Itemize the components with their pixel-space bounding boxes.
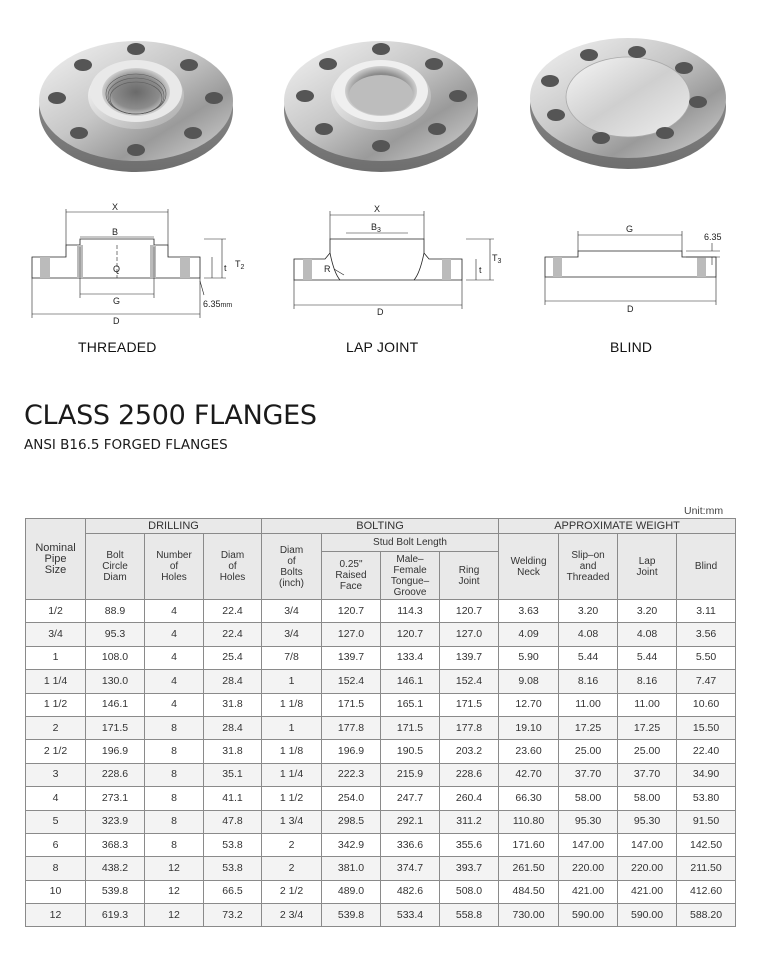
table-cell: 539.8 (86, 880, 145, 903)
table-cell: 12 (26, 904, 86, 927)
table-cell: 12 (145, 880, 204, 903)
table-cell: 171.5 (381, 716, 440, 739)
table-cell: 10.60 (677, 693, 736, 716)
table-cell: 228.6 (440, 763, 499, 786)
table-cell: 12 (145, 857, 204, 880)
table-cell: 4 (145, 623, 204, 646)
header-raised-face (322, 552, 381, 600)
table-cell: 438.2 (86, 857, 145, 880)
header-line: (inch) (278, 577, 304, 589)
header-line: Blind (694, 561, 718, 572)
table-cell: 292.1 (381, 810, 440, 833)
table-cell: 4 (145, 646, 204, 669)
table-cell: 3/4 (262, 600, 322, 623)
table-cell: 355.6 (440, 833, 499, 856)
table-cell: 336.6 (381, 833, 440, 856)
table-cell: 5.44 (618, 646, 677, 669)
header-line: Joint (636, 566, 658, 578)
table-cell: 171.5 (440, 693, 499, 716)
table-cell: 203.2 (440, 740, 499, 763)
header-line: Lap (638, 555, 656, 567)
table-cell: 260.4 (440, 787, 499, 810)
table-cell: 147.00 (559, 833, 618, 856)
threaded-b-label: B (112, 227, 119, 237)
table-cell: 25.00 (559, 740, 618, 763)
table-cell: 66.5 (204, 880, 262, 903)
threaded-raise-label: 6.35mm (203, 299, 233, 309)
table-cell: 4 (145, 600, 204, 623)
table-cell: 273.1 (86, 787, 145, 810)
header-welding-neck (499, 534, 559, 600)
header-line: Welding (510, 555, 547, 567)
table-cell: 3.56 (677, 623, 736, 646)
table-cell: 1 1/2 (26, 693, 86, 716)
blind-g-label: G (626, 224, 634, 234)
table-row (26, 623, 736, 646)
table-cell: 10 (26, 880, 86, 903)
table-cell: 588.20 (677, 904, 736, 927)
table-cell: 1 1/4 (26, 670, 86, 693)
table-cell: 3/4 (26, 623, 86, 646)
table-cell: 2 (26, 716, 86, 739)
table-row (26, 693, 736, 716)
table-cell: 47.8 (204, 810, 262, 833)
flange-photos (0, 0, 759, 190)
table-cell: 1 1/2 (262, 787, 322, 810)
table-cell: 28.4 (204, 716, 262, 739)
header-ring-joint (440, 552, 499, 600)
table-cell: 95.3 (86, 623, 145, 646)
header-line: Diam (220, 550, 245, 561)
flange-spec-table (25, 518, 736, 927)
table-row (26, 904, 736, 927)
table-cell: 17.25 (618, 716, 677, 739)
table-cell: 58.00 (618, 787, 677, 810)
header-line: Female (393, 564, 427, 576)
threaded-d-label: D (113, 316, 120, 326)
unit-label: Unit:mm (684, 505, 724, 517)
table-cell: 1 (26, 646, 86, 669)
table-cell: 4.09 (499, 623, 559, 646)
table-cell: 139.7 (440, 646, 499, 669)
header-line: Holes (161, 572, 187, 583)
header-line: Bolt (106, 550, 124, 561)
table-cell: 4 (145, 670, 204, 693)
header-approximate-weight: APPROXIMATE WEIGHT (499, 519, 736, 534)
table-cell: 53.8 (204, 833, 262, 856)
table-cell: 58.00 (559, 787, 618, 810)
header-male-female (381, 552, 440, 600)
table-cell: 28.4 (204, 670, 262, 693)
table-cell: 120.7 (322, 600, 381, 623)
table-cell: 37.70 (618, 763, 677, 786)
header-diam-of-holes (204, 534, 262, 600)
table-cell: 590.00 (559, 904, 618, 927)
table-cell: 41.1 (204, 787, 262, 810)
header-line: Face (339, 581, 363, 592)
table-cell: 5.90 (499, 646, 559, 669)
table-cell: 539.8 (322, 904, 381, 927)
lap-d-label: D (377, 307, 384, 317)
table-cell: 11.00 (559, 693, 618, 716)
header-line: Neck (517, 566, 540, 578)
header-bolt-circle-diam (86, 534, 145, 600)
table-cell: 35.1 (204, 763, 262, 786)
table-cell: 4 (145, 693, 204, 716)
caption-threaded: THREADED (78, 339, 157, 355)
table-cell: 1 1/8 (262, 693, 322, 716)
lap-joint-flange-photo (284, 41, 478, 172)
lap-r-label: R (324, 264, 331, 274)
table-row (26, 763, 736, 786)
table-cell: 1 1/8 (262, 740, 322, 763)
table-cell: 66.30 (499, 787, 559, 810)
table-cell: 222.3 (322, 763, 381, 786)
table-cell: 533.4 (381, 904, 440, 927)
table-cell: 152.4 (322, 670, 381, 693)
table-cell: 8.16 (618, 670, 677, 693)
table-cell: 254.0 (322, 787, 381, 810)
table-cell: 19.10 (499, 716, 559, 739)
table-cell: 73.2 (204, 904, 262, 927)
header-number-of-holes (145, 534, 204, 600)
header-line: 0.25" (339, 559, 363, 570)
lap-b3-label: $B_3$ (371, 222, 381, 234)
table-cell: 228.6 (86, 763, 145, 786)
table-row (26, 716, 736, 739)
table-cell: 3/4 (262, 623, 322, 646)
table-cell: 421.00 (618, 880, 677, 903)
table-cell: 730.00 (499, 904, 559, 927)
header-slip-on-threaded (559, 534, 618, 600)
table-cell: 7.47 (677, 670, 736, 693)
table-cell: 619.3 (86, 904, 145, 927)
table-cell: 4.08 (618, 623, 677, 646)
table-cell: 4 (26, 787, 86, 810)
table-cell: 152.4 (440, 670, 499, 693)
table-cell: 342.9 (322, 833, 381, 856)
header-line: Nominal (35, 541, 76, 554)
table-cell: 8 (145, 763, 204, 786)
table-cell: 196.9 (86, 740, 145, 763)
table-cell: 1 1/4 (262, 763, 322, 786)
table-cell: 4.08 (559, 623, 618, 646)
header-bolting: BOLTING (262, 519, 499, 534)
table-cell: 558.8 (440, 904, 499, 927)
table-cell: 177.8 (322, 716, 381, 739)
header-line: Size (44, 563, 67, 576)
lap-x-label: X (374, 204, 381, 214)
table-cell: 42.70 (499, 763, 559, 786)
blind-raise-label: 6.35 (704, 232, 722, 242)
table-cell: 127.0 (440, 623, 499, 646)
table-cell: 171.60 (499, 833, 559, 856)
header-line: Holes (219, 572, 246, 583)
table-cell: 3.20 (559, 600, 618, 623)
table-cell: 311.2 (440, 810, 499, 833)
flange-drawings (0, 195, 759, 335)
table-cell: 6 (26, 833, 86, 856)
table-cell: 2 1/2 (262, 880, 322, 903)
table-body (26, 600, 736, 927)
table-cell: 298.5 (322, 810, 381, 833)
table-cell: 110.80 (499, 810, 559, 833)
table-row (26, 833, 736, 856)
lap-joint-flange-drawing (294, 204, 502, 317)
header-line: of (228, 561, 237, 572)
header-line: Bolts (280, 566, 303, 578)
table-cell: 1 (262, 670, 322, 693)
table-cell: 53.80 (677, 787, 736, 810)
header-diam-of-bolts (262, 534, 322, 600)
lap-t-label: t (479, 265, 482, 275)
table-cell: 88.9 (86, 600, 145, 623)
table-cell: 3 (26, 763, 86, 786)
table-cell: 323.9 (86, 810, 145, 833)
header-line: Groove (393, 586, 427, 598)
page-subtitle: ANSI B16.5 FORGED FLANGES (24, 437, 228, 453)
header-blind (677, 534, 736, 600)
table-cell: 25.00 (618, 740, 677, 763)
table-cell: 393.7 (440, 857, 499, 880)
table-row (26, 880, 736, 903)
table-cell: 247.7 (381, 787, 440, 810)
header-line: Number (156, 550, 192, 561)
table-cell: 139.7 (322, 646, 381, 669)
table-cell: 165.1 (381, 693, 440, 716)
table-cell: 146.1 (86, 693, 145, 716)
blind-flange-drawing (545, 224, 722, 314)
table-cell: 171.5 (86, 716, 145, 739)
table-cell: 9.08 (499, 670, 559, 693)
table-cell: 484.50 (499, 880, 559, 903)
table-cell: 91.50 (677, 810, 736, 833)
header-line: Diam (103, 572, 127, 583)
header-line: Diam (279, 544, 304, 556)
threaded-t-label: t (224, 263, 227, 273)
table-cell: 3.63 (499, 600, 559, 623)
table-cell: 8 (145, 716, 204, 739)
table-cell: 374.7 (381, 857, 440, 880)
table-cell: 25.4 (204, 646, 262, 669)
table-cell: 1 (262, 716, 322, 739)
table-cell: 8 (145, 740, 204, 763)
header-line: Circle (102, 561, 128, 572)
header-drilling: DRILLING (86, 519, 262, 534)
threaded-flange-photo (39, 41, 233, 172)
table-cell: 5 (26, 810, 86, 833)
threaded-flange-drawing (32, 202, 245, 326)
table-cell: 368.3 (86, 833, 145, 856)
blind-flange-photo (530, 38, 726, 169)
header-line: Raised (335, 570, 367, 581)
table-cell: 8.16 (559, 670, 618, 693)
table-row (26, 600, 736, 623)
table-cell: 142.50 (677, 833, 736, 856)
table-cell: 590.00 (618, 904, 677, 927)
table-cell: 3.20 (618, 600, 677, 623)
blind-d-label: D (627, 304, 634, 314)
header-line: Pipe (44, 552, 67, 565)
table-cell: 95.30 (618, 810, 677, 833)
table-cell: 31.8 (204, 740, 262, 763)
threaded-t2-label: $T_2$ (235, 259, 245, 271)
table-row (26, 740, 736, 763)
header-line: and (579, 561, 597, 572)
threaded-g-label: G (113, 296, 121, 306)
table-cell: 8 (145, 810, 204, 833)
header-line: Male– (396, 553, 424, 565)
table-row (26, 787, 736, 810)
table-row (26, 857, 736, 880)
table-cell: 95.30 (559, 810, 618, 833)
table-cell: 5.50 (677, 646, 736, 669)
table-cell: 215.9 (381, 763, 440, 786)
threaded-q-label: Q (113, 264, 121, 274)
table-cell: 412.60 (677, 880, 736, 903)
table-cell: 22.40 (677, 740, 736, 763)
header-line: Threaded (566, 572, 610, 583)
table-row (26, 646, 736, 669)
page-title: CLASS 2500 FLANGES (24, 400, 317, 431)
table-cell: 147.00 (618, 833, 677, 856)
table-row (26, 670, 736, 693)
table-cell: 177.8 (440, 716, 499, 739)
table-cell: 120.7 (440, 600, 499, 623)
table-cell: 53.8 (204, 857, 262, 880)
header-line: of (169, 561, 179, 572)
table-cell: 127.0 (322, 623, 381, 646)
table-cell: 8 (145, 833, 204, 856)
table-cell: 482.6 (381, 880, 440, 903)
table-cell: 196.9 (322, 740, 381, 763)
header-stud-bolt-length: Stud Bolt Length (322, 534, 499, 552)
table-cell: 34.90 (677, 763, 736, 786)
table-cell: 421.00 (559, 880, 618, 903)
table-cell: 114.3 (381, 600, 440, 623)
table-cell: 37.70 (559, 763, 618, 786)
table-cell: 22.4 (204, 600, 262, 623)
table-cell: 130.0 (86, 670, 145, 693)
table-cell: 381.0 (322, 857, 381, 880)
table-cell: 2 (262, 833, 322, 856)
header-line: Joint (458, 575, 480, 587)
table-cell: 220.00 (559, 857, 618, 880)
table-cell: 3.11 (677, 600, 736, 623)
table-cell: 22.4 (204, 623, 262, 646)
table-cell: 190.5 (381, 740, 440, 763)
table-cell: 120.7 (381, 623, 440, 646)
table-cell: 220.00 (618, 857, 677, 880)
caption-blind: BLIND (610, 339, 653, 355)
table-cell: 23.60 (499, 740, 559, 763)
header-line: Ring (458, 564, 480, 576)
table-cell: 8 (145, 787, 204, 810)
table-cell: 211.50 (677, 857, 736, 880)
table-cell: 8 (26, 857, 86, 880)
table-cell: 12.70 (499, 693, 559, 716)
header-lap-joint (618, 534, 677, 600)
table-cell: 17.25 (559, 716, 618, 739)
table-cell: 108.0 (86, 646, 145, 669)
table-cell: 171.5 (322, 693, 381, 716)
table-cell: 508.0 (440, 880, 499, 903)
table-cell: 15.50 (677, 716, 736, 739)
table-cell: 489.0 (322, 880, 381, 903)
table-cell: 2 1/2 (26, 740, 86, 763)
table-cell: 133.4 (381, 646, 440, 669)
caption-lap-joint: LAP JOINT (346, 339, 419, 355)
table-cell: 5.44 (559, 646, 618, 669)
table-cell: 2 (262, 857, 322, 880)
table-cell: 1 3/4 (262, 810, 322, 833)
lap-t3-label: $T_3$ (492, 253, 502, 265)
header-line: Slip–on (571, 550, 605, 561)
table-cell: 31.8 (204, 693, 262, 716)
table-cell: 1/2 (26, 600, 86, 623)
table-row (26, 810, 736, 833)
header-line: Tongue– (390, 575, 430, 587)
table-cell: 11.00 (618, 693, 677, 716)
header-line: of (287, 555, 296, 567)
header-nominal-pipe-size (26, 519, 86, 600)
table-cell: 261.50 (499, 857, 559, 880)
table-cell: 2 3/4 (262, 904, 322, 927)
table-cell: 146.1 (381, 670, 440, 693)
threaded-x-label: X (112, 202, 119, 212)
table-cell: 12 (145, 904, 204, 927)
table-cell: 7/8 (262, 646, 322, 669)
